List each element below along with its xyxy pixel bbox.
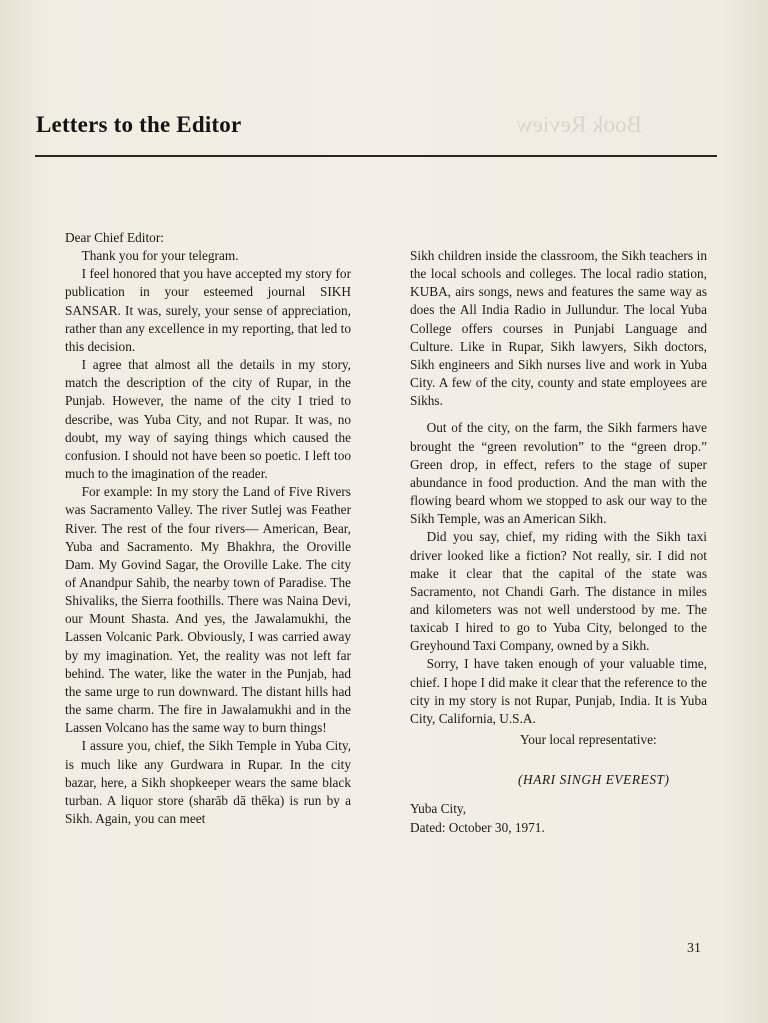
letter-paragraph: I feel honored that you have accepted my story for publication in your esteemed journal SIKH SANSAR. It was, surely, your sense of appreciation, rather than any excellence in my reporting, that led to this decision. [65, 266, 351, 354]
letter-paragraph: I assure you, chief, the Sikh Temple in Yuba City, is much like any Gurdwara in Rupar. In the city bazar, here, a Sikh shopkeeper wears the same black turban. A liquor store (sharāb dā thēka) is run by a Sikh. Again, you can meet [65, 738, 351, 826]
letter-closing: Your local representative: [520, 732, 657, 748]
page-number: 31 [687, 941, 701, 956]
letter-paragraph: Did you say, chief, my riding with the Sikh taxi driver looked like a fiction? Not really, sir. I did not make it clear that the capital of the state was Sacramento, not Chandi Garh. The distance in miles and kilometers was not well understood by me. The taxicab I hired to go to Yuba City, belonged to the Greyhound Taxi Company, owned by a Sikh. [410, 529, 707, 654]
letter-left-column [65, 229, 351, 828]
page-title: Letters to the Editor [36, 112, 242, 137]
letter-place: Yuba City, [410, 801, 467, 817]
letter-date: Dated: October 30, 1971. [410, 819, 545, 835]
letter-paragraph: Sorry, I have taken enough of your valuable time, chief. I hope I did make it clear that the reference to the city in my story is not Rupar, Punjab, India. It is Yuba City, California, U.S.A. [410, 656, 707, 726]
letter-salutation: Dear Chief Editor: [65, 230, 164, 245]
letter-paragraph: I agree that almost all the details in my story, match the description of the city of Rupar, in the Punjab. However, the name of the city I tried to describe, was Yuba City, and not Rupar. It was, no doubt, my way of saying things which caused the confusion. I should not have been so poetic. I left too much to the imagination of the reader. [65, 357, 351, 482]
letter-right-column [410, 247, 707, 837]
show-through-text: Book Review [516, 112, 642, 137]
letter-signature: (HARI SINGH EVEREST) [518, 772, 670, 788]
letter-paragraph: Sikh children inside the classroom, the Sikh teachers in the local schools and colleges. The local radio station, KUBA, airs songs, news and features the same way as does the All India Radio in Jullundur. The local Yuba College offers courses in Punjabi Language and Culture. Like in Rupar, Sikh lawyers, Sikh doctors, Sikh engineers and Sikh nurses live and work in Yuba City. A few of the city, county and state employees are Sikhs. [410, 248, 707, 409]
letter-paragraph: Thank you for your telegram. [81, 248, 239, 264]
letter-paragraph: For example: In my story the Land of Five Rivers was Sacramento Valley. The river Sutlej was Feather River. The rest of the four rivers— American, Bear, Yuba and Sacramento. My Bhakhra, the Oroville Dam. My Govind Sagar, the Oroville Lake. The city of Anandpur Sahib, the nearby town of Paradise. The Shivaliks, the Sierra foothills. There was Naina Devi, our Mount Shasta. And yes, the Jawalamukhi, the Lassen Volcanic Park. Obviously, I was carried away by my imagination. Yet, the reality was not left far behind. The water, like the water in the Punjab, had the same urge to run downward. The distant hills had the same charm. The fire in Jawalamukhi and in the Lassen Volcano has the same way to burn things! [65, 484, 351, 736]
title-divider [35, 155, 717, 157]
letter-paragraph: Out of the city, on the farm, the Sikh farmers have brought the “green revolution” to the “green drop.” Green drop, in effect, refers to the stage of super abundance in food production. And the man with the flowing beard whom we stopped to ask our way to the Sikh Temple, was an American Sikh. [410, 420, 707, 527]
